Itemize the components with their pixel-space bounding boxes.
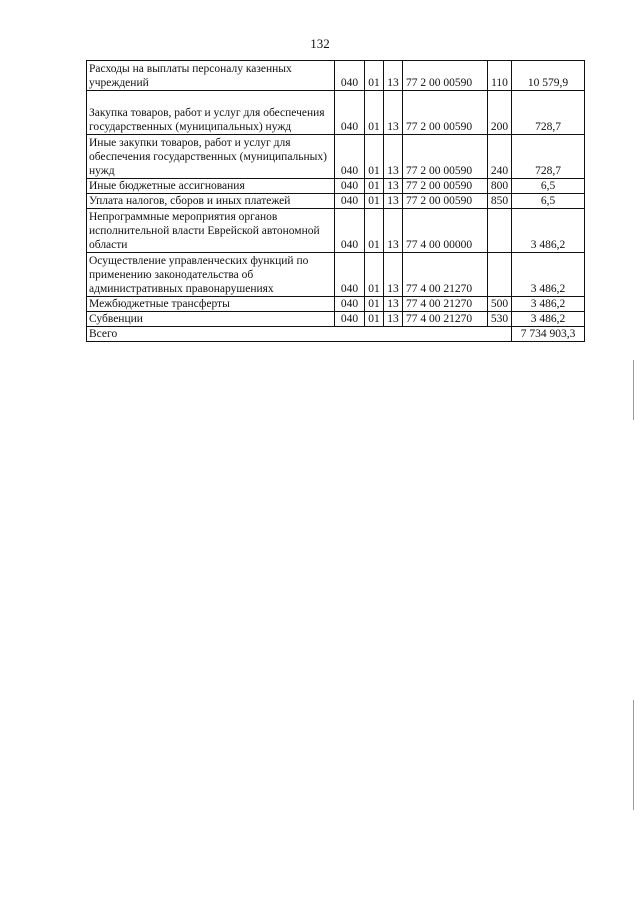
- amount: 3 486,2: [512, 297, 585, 312]
- target-article-code: 77 4 00 21270: [403, 312, 488, 327]
- section-code: 01: [365, 312, 384, 327]
- section-code: 01: [365, 194, 384, 209]
- expense-type-code: 850: [488, 194, 512, 209]
- subsection-code: 13: [384, 194, 403, 209]
- total-row: [87, 327, 585, 342]
- row-name: Субвенции: [87, 312, 335, 327]
- ministry-code: 040: [335, 135, 365, 179]
- expense-type-code: 240: [488, 135, 512, 179]
- section-code: 01: [365, 253, 384, 297]
- target-article-code: 77 2 00 00590: [403, 61, 488, 91]
- target-article-code: 77 2 00 00590: [403, 91, 488, 135]
- ministry-code: 040: [335, 61, 365, 91]
- subsection-code: 13: [384, 312, 403, 327]
- target-article-code: 77 2 00 00590: [403, 135, 488, 179]
- amount: 6,5: [512, 179, 585, 194]
- section-code: 01: [365, 91, 384, 135]
- target-article-code: 77 4 00 21270: [403, 297, 488, 312]
- ministry-code: 040: [335, 91, 365, 135]
- expense-type-code: 110: [488, 61, 512, 91]
- amount: 3 486,2: [512, 312, 585, 327]
- amount: 3 486,2: [512, 209, 585, 253]
- section-code: 01: [365, 209, 384, 253]
- section-code: 01: [365, 297, 384, 312]
- table-row: [87, 91, 585, 135]
- subsection-code: 13: [384, 297, 403, 312]
- table-row: [87, 253, 585, 297]
- budget-table: [86, 60, 585, 342]
- target-article-code: 77 4 00 21270: [403, 253, 488, 297]
- amount: 6,5: [512, 194, 585, 209]
- row-name: Иные закупки товаров, работ и услуг для обеспечения государственных (муниципальных) нужд: [87, 135, 335, 179]
- table-row: [87, 135, 585, 179]
- page-number: 132: [310, 36, 330, 51]
- ministry-code: 040: [335, 209, 365, 253]
- expense-type-code: [488, 253, 512, 297]
- subsection-code: 13: [384, 253, 403, 297]
- ministry-code: 040: [335, 179, 365, 194]
- row-name: Межбюджетные трансферты: [87, 297, 335, 312]
- target-article-code: 77 2 00 00590: [403, 194, 488, 209]
- section-code: 01: [365, 179, 384, 194]
- table-row: [87, 194, 585, 209]
- ministry-code: 040: [335, 297, 365, 312]
- expense-type-code: 500: [488, 297, 512, 312]
- page-edge-mark: [633, 700, 634, 810]
- ministry-code: 040: [335, 312, 365, 327]
- subsection-code: 13: [384, 61, 403, 91]
- total-amount: 7 734 903,3: [512, 327, 585, 342]
- table-row: [87, 297, 585, 312]
- total-label: Всего: [87, 327, 512, 342]
- target-article-code: 77 2 00 00590: [403, 179, 488, 194]
- amount: 10 579,9: [512, 61, 585, 91]
- row-name: Иные бюджетные ассигнования: [87, 179, 335, 194]
- section-code: 01: [365, 61, 384, 91]
- page-edge-mark: [633, 360, 634, 420]
- ministry-code: 040: [335, 194, 365, 209]
- table-row: [87, 312, 585, 327]
- amount: 728,7: [512, 91, 585, 135]
- subsection-code: 13: [384, 91, 403, 135]
- row-name: Расходы на выплаты персоналу казенных учреждений: [87, 61, 335, 91]
- expense-type-code: 200: [488, 91, 512, 135]
- row-name: Непрограммные мероприятия органов исполнительной власти Еврейской автономной области: [87, 209, 335, 253]
- amount: 728,7: [512, 135, 585, 179]
- row-name: Закупка товаров, работ и услуг для обеспечения государственных (муниципальных) нужд: [87, 91, 335, 135]
- subsection-code: 13: [384, 179, 403, 194]
- expense-type-code: 800: [488, 179, 512, 194]
- expense-type-code: [488, 209, 512, 253]
- table-row: [87, 209, 585, 253]
- target-article-code: 77 4 00 00000: [403, 209, 488, 253]
- row-name: Осуществление управленческих функций по применению законодательства об административных правонарушениях: [87, 253, 335, 297]
- table-row: [87, 179, 585, 194]
- subsection-code: 13: [384, 135, 403, 179]
- ministry-code: 040: [335, 253, 365, 297]
- amount: 3 486,2: [512, 253, 585, 297]
- expense-type-code: 530: [488, 312, 512, 327]
- row-name: Уплата налогов, сборов и иных платежей: [87, 194, 335, 209]
- subsection-code: 13: [384, 209, 403, 253]
- section-code: 01: [365, 135, 384, 179]
- table-row: [87, 61, 585, 91]
